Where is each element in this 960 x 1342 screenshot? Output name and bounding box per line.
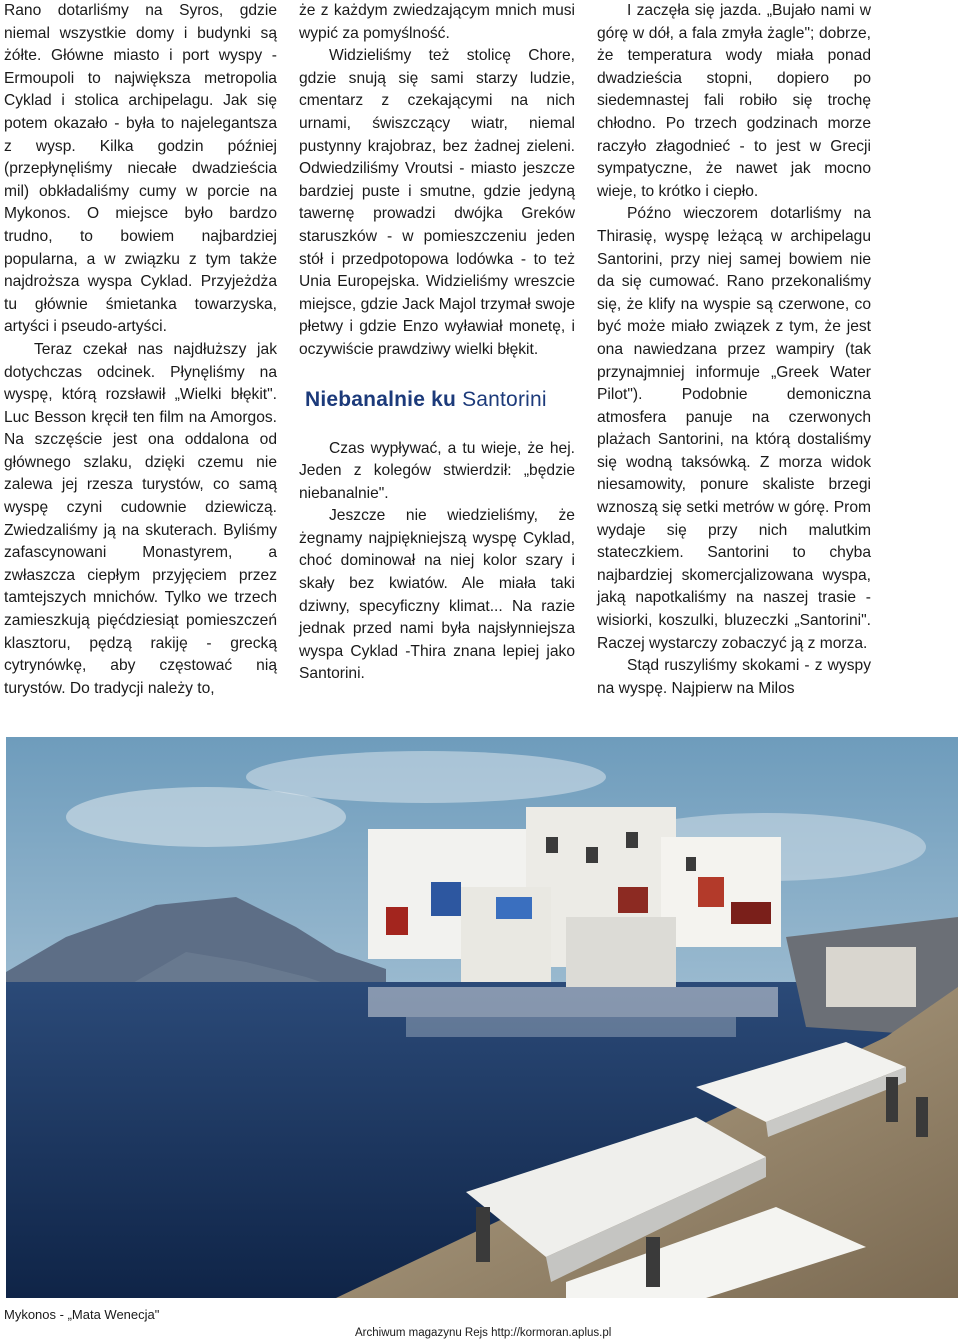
section-heading-normal: Santorini — [462, 387, 547, 411]
archive-note: Archiwum magazynu Rejs http://kormoran.aplus.pl — [355, 1327, 612, 1339]
section-heading — [305, 386, 575, 414]
col3-paragraph-1: I zaczęła się jazda. „Bujało nami w górę w dół, a fala zmyła żagle"; dobrze, że temperatura wody miała ponad dwadzieścia stopni, dopiero po siedemnastej fali robiło się trochę chłodno. Po trzech godzinach morze raczyło złagodnieć - to jest w Grecji sympatyczne, że nawet jak mocno wieje, to krótko i ciepło. — [597, 2, 871, 200]
article-column-2 — [299, 0, 575, 686]
harbor-photo — [6, 737, 958, 1298]
col2-paragraph-4: Jeszcze nie wiedzieliśmy, że żegnamy najpiękniejszą wyspę Cyklad, choć dominował na niej kolor szary i skały bez kwiatów. Ale miała taki dziwny, specyficzny klimat... Na razie jednak przed nami była najsłynniejsza wyspa Cyklad -Thira znana lepiej jako Santorini. — [299, 507, 575, 683]
photo-caption: Mykonos - „Mata Wenecja" — [4, 1307, 160, 1322]
col2-paragraph-3: Czas wypływać, a tu wieje, że hej. Jeden z kolegów stwierdził: „będzie niebanalnie". — [299, 439, 575, 502]
harbor-photo-icon — [6, 737, 958, 1298]
col2-paragraph-1: że z każdym zwiedzającym mnich musi wypić za pomyślność. — [299, 2, 575, 42]
col1-paragraph-2: Teraz czekał nas najdłuższy jak dotychczas odcinek. Płynęliśmy na wyspę, którą rozsławił „Wielki błękit". Luc Besson kręcił ten film na Amorgos. Na szczęście jest ona oddalona od głównego szlaku, dzięki czemu nie zalewa jej rzesza turystów, co samą wyspę czyni cudownie dziewiczą. Zwiedzaliśmy ją na skuterach. Byliśmy zafascynowani Monastyrem, a zwłaszcza ciepłym przyjęciem przez tamtejszych mnichów. Tylko we trzech zamieszkują pięćdziesiąt pomieszczeń klasztoru, pędzą rakiję - grecką cytrynówkę, aby częstować nią turystów. Do tradycji należy to, — [4, 340, 277, 697]
col1-paragraph-1: Rano dotarliśmy na Syros, gdzie niemal wszystkie domy i budynki są żółte. Główne miasto i port wyspy - Ermoupoli to największa metropolia Cyklad i stolica archipelagu. Jak się potem okazało - była to najelegantsza z wysp. Kilka godzin później (przepłynęliśmy niecałe dwadzieścia mil) obkładaliśmy cumy w porcie na Mykonos. O miejsce było bardzo trudno, to bowiem najbardziej popularna, a w związku z tym także najdroższa wyspa Cyklad. Przyjeżdża tu głównie śmietanka towarzyska, artyści i pseudo-artyści. — [4, 2, 277, 336]
col3-paragraph-2: Późno wieczorem dotarliśmy na Thirasię, wyspę leżącą w archipelagu Santorini, przy niej samej bowiem nie da się cumować. Rano przekonaliśmy się, że klify na wyspie są czerwone, co być może miało związek z tym, że jest ona nawiedzana przez wampiry (tak przynajmniej informuje „Greek Water Pilot"). Podobnie demoniczna atmosfera panuje na czerwonych plażach Santorini, na którą dostaliśmy się wodną taksówką. Z morza widok niesamowity, ponure skaliste brzegi wznoszą się setki metrów w górę. Prom wydaje się przy nich malutkim stateczkiem. Santorini to chyba najbardziej skomercjalizowana wyspa, jaką napotkaliśmy na naszej trasie - wisiorki, koszulki, bluzeczki „Santorini". Raczej wystarczy zobaczyć ją z morza. — [597, 205, 871, 652]
col3-paragraph-3: Stąd ruszyliśmy skokami - z wyspy na wyspę. Najpierw na Milos — [597, 657, 871, 697]
col2-paragraph-2: Widzieliśmy też stolicę Chore, gdzie snują się sami starzy ludzie, cmentarz z czekającymi na nich urnami, świszczący wiatr, niemal pustynny krajobraz, bez żadnej zieleni. Odwiedziliśmy Vroutsi - miasto jeszcze bardziej puste i smutne, gdzie jedyną tawernę prowadzi dwójka Greków staruszków - w pomieszczeniu jeden stół i przedpotopowa lodówka - to też Unia Europejska. Widzieliśmy wreszcie miejsce, gdzie Jack Majol trzymał swoje płetwy i gdzie Enzo wyławiał monetę, i oczywiście prawdziwy wielki błękit. — [299, 47, 575, 358]
article-column-1 — [4, 0, 277, 700]
article-column-3 — [597, 0, 871, 700]
section-heading-bold: Niebanalnie ku — [305, 387, 457, 411]
